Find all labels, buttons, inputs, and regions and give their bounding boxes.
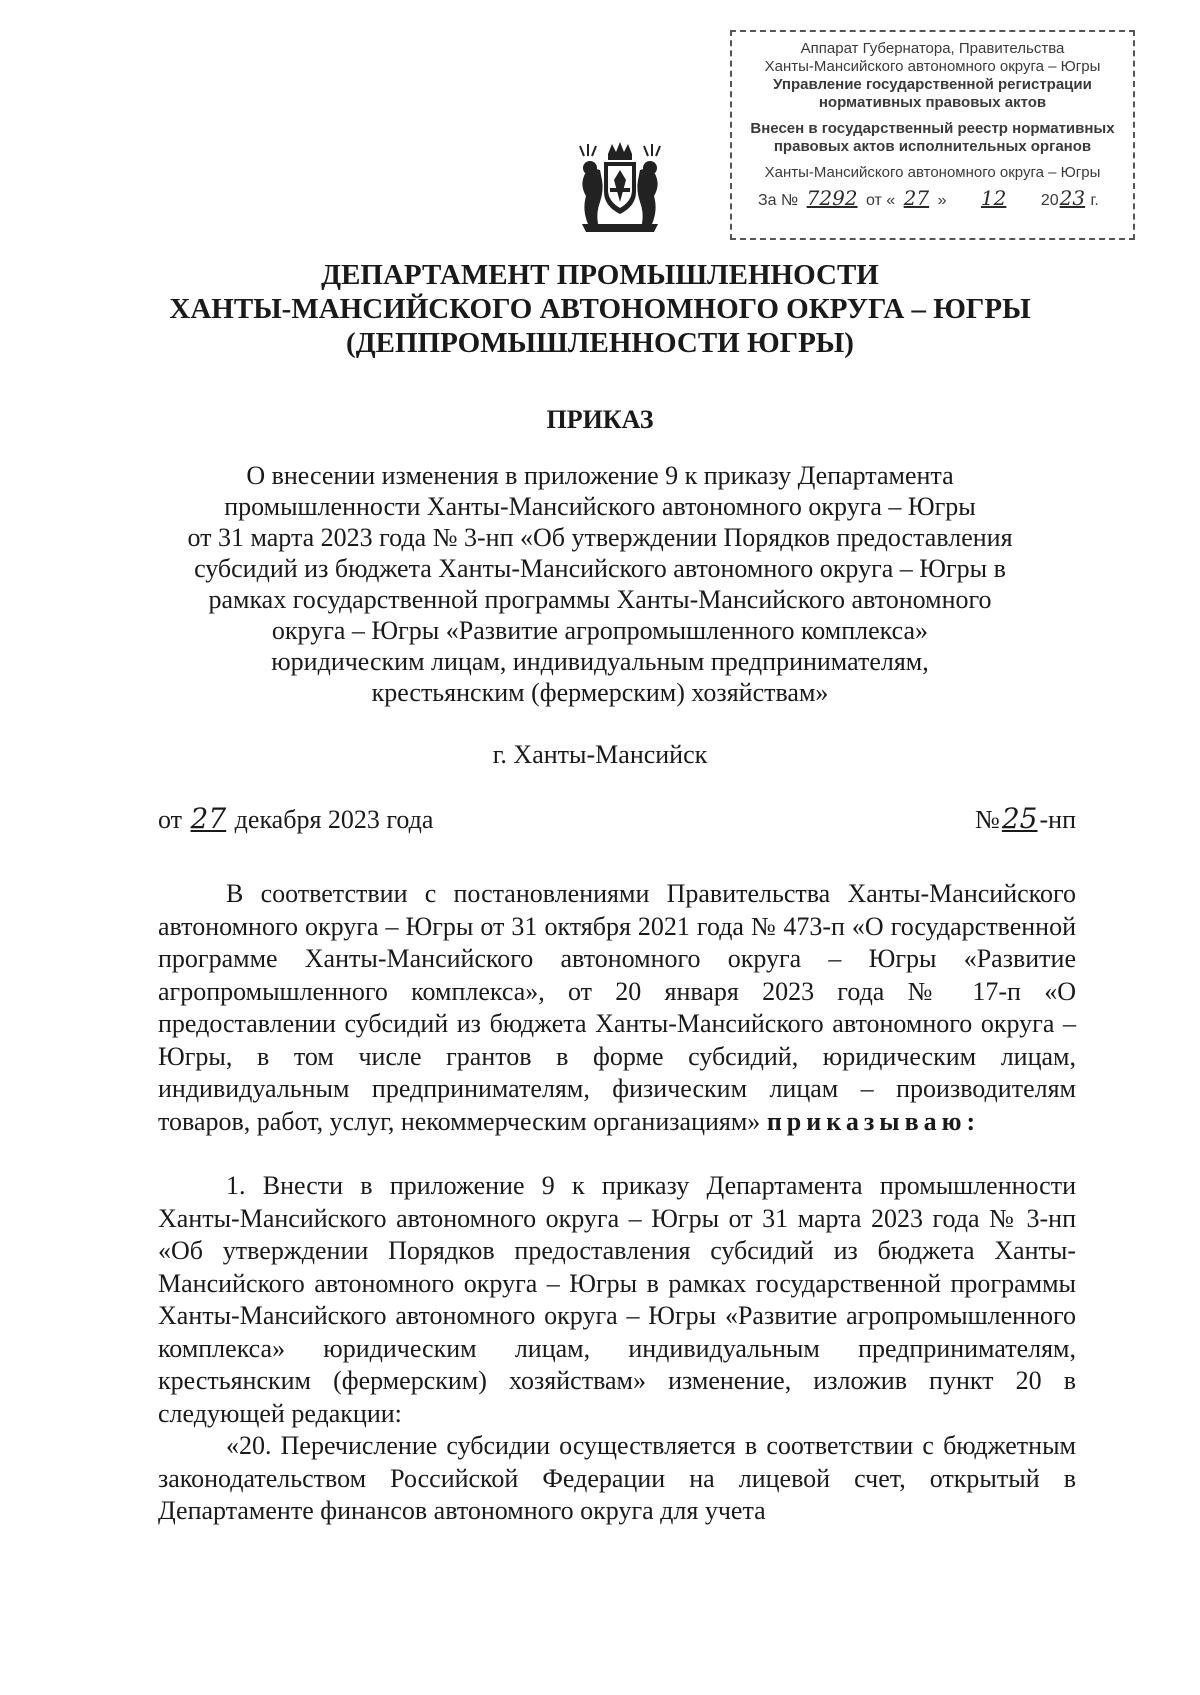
stamp-line: Ханты-Мансийского автономного округа – Югры — [764, 164, 1101, 181]
document-body — [158, 878, 1076, 1528]
paragraph-text: В соответствии с постановлениями Правительства Ханты-Мансийского автономного округа – Югры от 31 октября 2021 года № 473-п «О государственной программе Ханты-Мансийского автономного округа – Югры «Развитие агропромышленного комплекса», от 20 января 2023 года № 17-п «О предоставлении субсидий из бюджета Ханты-Мансийского автономного округа – Югры, в том числе грантов в форме субсидий, юридическим лицам, индивидуальным предпринимателям, физическим лицам – производителям товаров, работ, услуг, некоммерческим организациям» — [158, 879, 1076, 1136]
org-line: (ДЕППРОМЫШЛЕННОСТИ ЮГРЫ) — [346, 327, 854, 359]
document-date — [158, 802, 433, 835]
stamp-reg-number: 7292 — [806, 186, 858, 210]
date-day: 27 — [190, 802, 227, 835]
stamp-reg-month: 12 — [980, 186, 1007, 210]
title-line: рамках государственной программы Ханты-Мансийского автономного — [208, 585, 992, 614]
stamp-reg-prefix: За № — [758, 192, 799, 209]
title-line: субсидий из бюджета Ханты-Мансийского автономного округа – Югры в — [194, 554, 1006, 583]
stamp-registration-row — [742, 188, 1123, 211]
coat-of-arms-icon — [570, 140, 670, 235]
title-line: юридическим лицам, индивидуальным предпринимателям, — [271, 647, 929, 676]
order-verb: приказываю: — [766, 1106, 981, 1136]
paragraph: 1. Внести в приложение 9 к приказу Департамента промышленности Ханты-Мансийского автономного округа – Югры от 31 марта 2023 года № 3-нп «Об утверждении Порядков предоставления субсидий из бюджета Ханты-Мансийского автономного округа – Югры в рамках государственной программы Ханты-Мансийского автономного округа – Югры «Развитие агропромышленного комплекса» юридическим лицам, индивидуальным предпринимателям, крестьянским (фермерским) хозяйствам» изменение, изложив пункт 20 в следующей редакции: — [158, 1171, 1076, 1428]
number-prefix: № — [975, 805, 1000, 834]
title-line: округа – Югры «Развитие агропромышленного комплекса» — [271, 616, 929, 645]
paragraph: «20. Перечисление субсидии осуществляется в соответствии с бюджетным законодательством Российской Федерации на лицевой счет, открытый в Департаменте финансов автономного округа для учета — [158, 1431, 1076, 1525]
org-line: ХАНТЫ-МАНСИЙСКОГО АВТОНОМНОГО ОКРУГА – ЮГРЫ — [169, 293, 1031, 325]
date-prefix: от — [158, 805, 183, 834]
registration-stamp — [730, 30, 1135, 240]
title-line: О внесении изменения в приложение 9 к приказу Департамента — [246, 461, 954, 490]
document-number — [975, 802, 1076, 835]
stamp-line: правовых актов исполнительных органов — [773, 138, 1092, 155]
stamp-reg-year: 23 — [1059, 186, 1086, 210]
stamp-reg-g: г. — [1090, 192, 1099, 209]
stamp-line: нормативных правовых актов — [818, 94, 1047, 111]
date-rest: декабря 2023 года — [234, 805, 434, 834]
stamp-reg-from: от « — [865, 192, 896, 209]
title-line: от 31 марта 2023 года № 3-нп «Об утверждении Порядков предоставления — [187, 523, 1013, 552]
stamp-line: Аппарат Губернатора, Правительства — [800, 40, 1065, 57]
stamp-reg-day: 27 — [903, 186, 930, 210]
date-number-row — [158, 802, 1076, 835]
stamp-line: Ханты-Мансийского автономного округа – Югры — [764, 58, 1101, 75]
title-line: крестьянским (фермерским) хозяйствам» — [371, 678, 829, 707]
stamp-reg-year-prefix: 20 — [1040, 192, 1059, 209]
organization-header — [100, 258, 1100, 360]
stamp-line: Управление государственной регистрации — [773, 76, 1092, 93]
document-title — [140, 460, 1060, 708]
number-value: 25 — [1001, 802, 1038, 835]
paragraph — [158, 878, 1076, 1138]
stamp-reg-quote: » — [937, 192, 947, 209]
number-suffix: -нп — [1039, 805, 1076, 834]
title-line: промышленности Ханты-Мансийского автономного округа – Югры — [224, 492, 976, 521]
stamp-line: Внесен в государственный реестр нормативных — [750, 120, 1115, 137]
document-type: ПРИКАЗ — [546, 405, 654, 434]
city: г. Ханты-Мансийск — [492, 740, 708, 769]
org-line: ДЕПАРТАМЕНТ ПРОМЫШЛЕННОСТИ — [321, 259, 879, 291]
